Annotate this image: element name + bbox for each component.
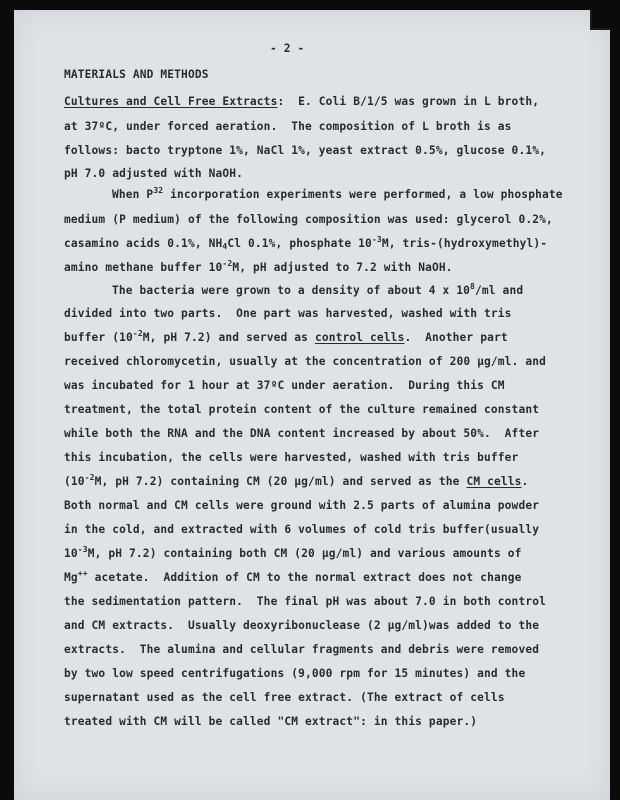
para3-line13: Mg++ acetate. Addition of CM to the normal extract does not change: [64, 569, 522, 584]
para3-line6: treatment, the total protein content of the culture remained constant: [64, 403, 540, 416]
para2-line4: amino methane buffer $10^{-2}M$, pH adjusted to 7.2 with NaOH.: [64, 259, 453, 274]
para3-line11: in the cold, and extracted with 6 volumes of cold tris buffer(usually: [64, 523, 540, 536]
para2-line2: medium (P medium) of the following composition was used: glycerol 0.2%,: [64, 213, 553, 226]
para3-line9: ($10^{-2}M$, pH 7.2) containing CM (20 µg/ml) and served as the CM cells.: [64, 473, 529, 488]
para3-line14: the sedimentation pattern. The final pH was about 7.0 in both control: [64, 595, 546, 608]
para3-line5: was incubated for 1 hour at 37ºC under aeration. During this CM: [64, 379, 505, 392]
para3-line4: received chloromycetin, usually at the concentration of 200 µg/ml. and: [64, 355, 546, 368]
para1-line4: pH 7.0 adjusted with NaOH.: [64, 167, 244, 180]
para2-line3: casamino acids 0.1%, $NH_4Cl$ 0.1%, phosphate $10^{-3}M$, tris-(hydroxymethyl)-: [64, 235, 548, 251]
para3-line10: Both normal and CM cells were ground with 2.5 parts of alumina powder: [64, 499, 540, 512]
section-heading: MATERIALS AND METHODS: [64, 68, 209, 81]
para3-line17: by two low speed centrifugations (9,000 rpm for 15 minutes) and the: [64, 667, 526, 680]
cm-cells-term: CM cells: [466, 475, 522, 488]
para1-line1: Cultures and Cell Free Extracts: E. Coli B/1/5 was grown in L broth,: [64, 95, 540, 108]
para2-line1: When $P^{32}$ incorporation experiments were performed, a low phosphate: [112, 186, 563, 201]
para3-line16: extracts. The alumina and cellular fragments and debris were removed: [64, 643, 540, 656]
para3-line7: while both the RNA and the DNA content increased by about 50%. After: [64, 427, 540, 440]
para1-lead-title: Cultures and Cell Free Extracts: [64, 95, 278, 108]
para3-line1: The bacteria were grown to a density of about 4 x $10^8/ml$ and: [112, 282, 524, 297]
page-number: - 2 -: [270, 42, 305, 55]
para1-line2: at 37ºC, under forced aeration. The composition of L broth is as: [64, 120, 512, 133]
para3-line15: and CM extracts. Usually deoxyribonuclease (2 µg/ml)was added to the: [64, 619, 540, 632]
para3-line8: this incubation, the cells were harvested, washed with tris buffer: [64, 451, 519, 464]
para3-line12: $10^{-3}M$, pH 7.2) containing both CM (20 µg/ml) and various amounts of: [64, 545, 522, 560]
corner-registration-mark: [590, 10, 610, 30]
para3-line2: divided into two parts. One part was harvested, washed with tris: [64, 307, 512, 320]
control-cells-term: control cells: [314, 331, 405, 344]
para1-line3: follows: bacto tryptone 1%, NaCl 1%, yeast extract 0.5%, glucose 0.1%,: [64, 144, 546, 157]
para3-line19: treated with CM will be called "CM extract": in this paper.): [64, 715, 478, 728]
para3-line3: buffer ($10^{-2}M$, pH 7.2) and served as control cells. Another part: [64, 329, 508, 344]
para3-line18: supernatant used as the cell free extract. (The extract of cells: [64, 691, 505, 704]
